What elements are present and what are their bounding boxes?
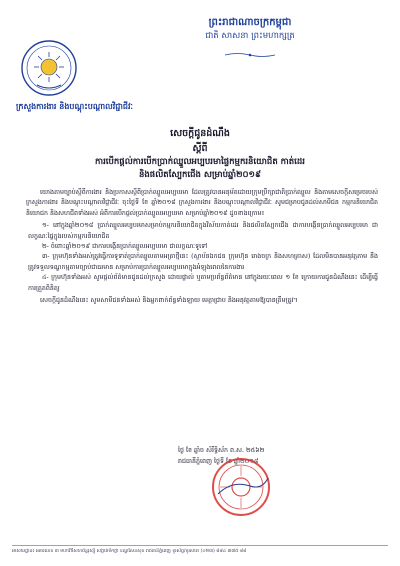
kingdom-motto: ជាតិ សាសនា ព្រះមហាក្សត្រ — [205, 31, 295, 41]
list-item-text: ៣- ក្រុមហ៊ុនទាំងអស់ត្រូវធ្វើការទូទាត់ប្រាក់ឈ្នួលតាមអត្រាថ្មីនេះ (ស្ថាប័នឯកជន ក្រុមហ៊ុន រោងចក្រ និងសហគ្រាស) ដែលមិនបានអនុវត្តតាម នឹងត្រូវទទួលទណ្ឌកម្មតាមច្បាប់ជាធរមាន សម្រាប់ការប្រាក់ឈ្នួលអប្បបរមាក្នុងអំឡុងពេលនៃការងារ — [28, 253, 378, 271]
ornament-divider-icon — [223, 52, 277, 58]
kingdom-header — [150, 16, 350, 62]
list-item-text: ១- នៅក្នុងឆ្នាំ២០១៨ ប្រាក់ឈ្នួលអប្បបរមាសម្រាប់កម្មករនិយោជិតក្នុងវិស័យកាត់ដេរ និងផលិតស្បែកជើង ជាការបង្កើនប្រាក់ឈ្នួលអប្បបរមា ជាលក្ខណៈផ្ទៃក្នុងរបស់កម្មករនិយោជិត — [28, 222, 378, 240]
document-body — [26, 188, 378, 306]
footer-address: អាសយដ្ឋាន៖ អគារលេខ ៣ មហាវិថីសហព័ន្ធរុស្ស៊ី សង្កាត់ទឹកថ្លា ខណ្ឌសែនសុខ រាជធានីភ្នំពេញ ទូរស័ព្ទ/ទូរសារ៖ (០២៣) ៨៨៤ ៣៧៥ ៨៨ — [12, 549, 247, 554]
official-seal-icon — [210, 456, 272, 518]
list-item — [26, 273, 378, 294]
footer-divider — [12, 545, 388, 546]
document-subject-line-1: ការបើកផ្តល់ការបើកប្រាក់ឈ្នួលអប្បបរមាផ្ទៃកម្មករនិយោជិត កាត់ដេរ — [95, 157, 305, 167]
document-title-about: ស្តីពី — [192, 143, 208, 154]
list-item — [26, 221, 378, 242]
list-item — [26, 252, 378, 273]
document-title: សេចក្តីជូនដំណឹង — [170, 128, 230, 139]
document-title-block — [40, 126, 360, 182]
closing-paragraph: សេចក្តីជូនដំណឹងនេះ សូមសាមីជនទាំងអស់ និងអ្នកពាក់ព័ន្ធទាំងឡាយ មេត្តាជ្រាប និងអនុវត្តតាមឱ្យបានត្រឹមត្រូវ។ — [40, 297, 298, 305]
ministry-name: ក្រសួងការងារ និងបណ្តុះបណ្តាលវិជ្ជាជីវៈ — [16, 101, 133, 111]
ministry-emblem-icon — [18, 38, 80, 98]
intro-paragraph: យោងតាមច្បាប់ស្តីពីការងារ និងប្រកាសស្តីពីប្រាក់ឈ្នួលអប្បបរមា ដែលត្រូវបានអនុម័តដោយក្រុមប្រឹក្សាជាតិប្រាក់ឈ្នួល និងតាមសេចក្តីសម្រេចរបស់ក្រសួងការងារ និងបណ្តុះបណ្តាលវិជ្ជាជីវៈ ចុះថ្ងៃទី ខែ ឆ្នាំ២០១៨ ក្រសួងការងារ និងបណ្តុះបណ្តាលវិជ្ជាជីវៈ សូមជម្រាបជូនដល់សាមីជន កម្មករនិយោជិត និយោជក និងសហជីពទាំងអស់ អំពីការបើកផ្តល់ប្រាក់ឈ្នួលអប្បបរមា សម្រាប់ឆ្នាំ២០១៩ ដូចខាងក្រោម៖ — [26, 189, 378, 217]
document-subject-line-2: និងផលិតស្បែកជើង សម្រាប់ឆ្នាំ២០១៩ — [139, 170, 261, 180]
kingdom-name: ព្រះរាជាណាចក្រកម្ពុជា — [208, 17, 292, 28]
signature-block — [178, 445, 378, 467]
solar-date-line: រាជធានីភ្នំពេញ ថ្ងៃទី ខែ ឆ្នាំ២០១៨ — [178, 458, 259, 465]
list-item-text: ២- ចំពោះឆ្នាំ២០១៩ ជាការបង្កើនប្រាក់ឈ្នួលអប្បបរមា ជាលក្ខណៈទូទៅ — [42, 243, 208, 251]
list-item-text: ៤- ក្រុមហ៊ុនទាំងអស់ សូមផ្តល់ព័ត៌មានជូនដល់ក្រសួង ដោយផ្ទាល់ ឬតាមប្រព័ន្ធព័ត៌មាន នៅក្នុងរយៈពេល ១ ខែ ក្រោយការជូនដំណឹងនេះ ដើម្បីធ្វើការត្រួតពិនិត្យ — [28, 274, 378, 292]
lunar-date-line: ថ្ងៃ ខែ ឆ្នាំច សំរឹទ្ធិស័ក ព.ស. ២៥៦២ — [178, 447, 265, 454]
list-item — [26, 242, 378, 252]
